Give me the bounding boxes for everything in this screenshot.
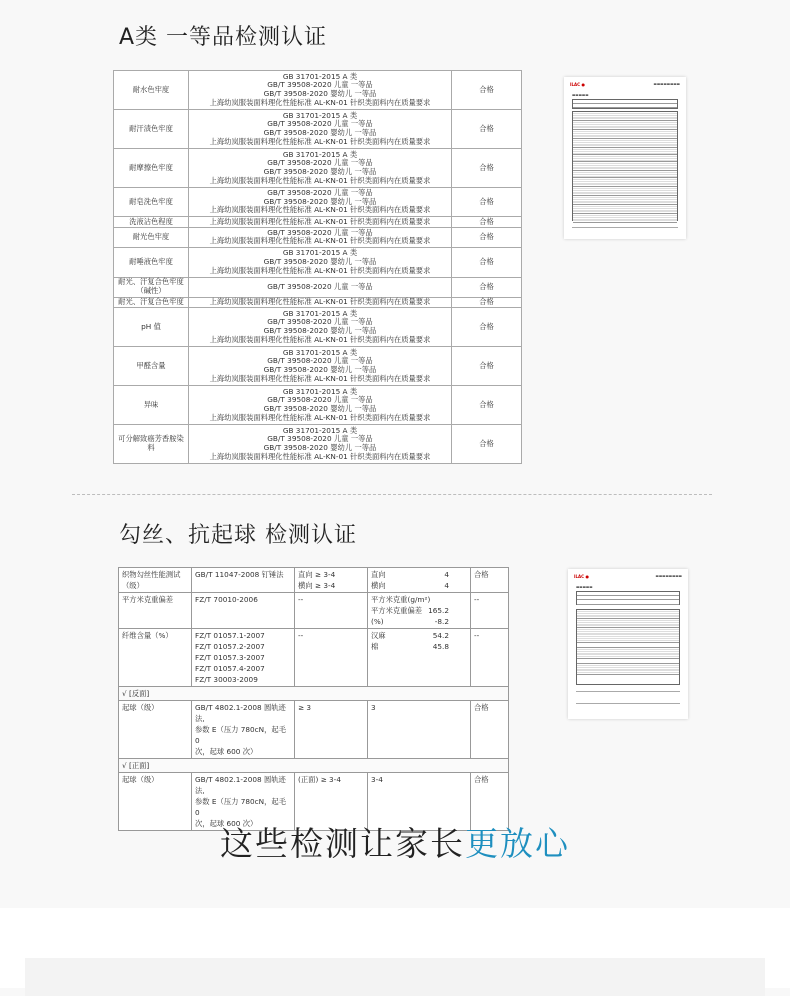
standard-line: GB/T 39508-2020 儿童 一等品	[267, 227, 373, 237]
standard-line: 次，起球 600 次）	[195, 747, 258, 756]
standard-line: GB/T 39508-2020 儿童 一等品	[267, 281, 373, 291]
standard-cell	[189, 248, 452, 278]
standard-line: 上海幼岚服装面料理化性能标准 AL-KN-01 针织类面料内在质量要求	[209, 216, 431, 226]
standard-cell	[189, 297, 452, 308]
standard-cell	[192, 568, 295, 593]
test-item-cell: 可分解致癌芳香胺染料	[114, 425, 189, 464]
standard-line: GB/T 39508-2020 婴幼儿 一等品	[263, 256, 377, 266]
result-cell: 合格	[452, 347, 522, 386]
table-row	[119, 759, 509, 773]
standard-line: 上海幼岚服装面料理化性能标准 AL-KN-01 针织类面料内在质量要求	[209, 97, 431, 107]
test-item-cell: 耐皂洗色牢度	[114, 187, 189, 217]
requirement-line: 直向 ≥ 3-4	[298, 570, 336, 579]
standard-line: 上海幼岚服装面料理化性能标准 AL-KN-01 针织类面料内在质量要求	[209, 451, 431, 461]
standard-line: GB 31701-2015 A 类	[282, 386, 358, 396]
table-row	[119, 701, 509, 759]
result-cell: 合格	[471, 568, 509, 593]
measured-line	[371, 569, 467, 580]
table-row	[114, 217, 522, 228]
standard-line: FZ/T 70010-2006	[195, 595, 258, 604]
test-item-cell: 耐唾液色牢度	[114, 248, 189, 278]
section-title-grade-a: A类 一等品检测认证	[119, 25, 328, 50]
test-item-cell: 甲醛含量	[114, 347, 189, 386]
standard-line: GB/T 39508-2020 婴幼儿 一等品	[263, 127, 377, 137]
standard-line: FZ/T 01057.3-2007	[195, 653, 265, 662]
standard-cell	[189, 425, 452, 464]
result-cell: 合格	[452, 277, 522, 297]
standard-cell	[189, 71, 452, 110]
standard-line: GB/T 39508-2020 婴幼儿 一等品	[263, 88, 377, 98]
standard-line: GB 31701-2015 A 类	[282, 149, 358, 159]
grade-a-test-table	[113, 70, 522, 464]
standard-line: GB 31701-2015 A 类	[282, 308, 358, 318]
section-divider	[72, 494, 712, 495]
result-cell: 合格	[452, 386, 522, 425]
measured-value: -8.2	[434, 617, 449, 626]
result-cell: 合格	[452, 425, 522, 464]
test-item-cell: 耐光、汗复合色牢度	[114, 297, 189, 308]
measured-value: 4	[444, 570, 449, 579]
measured-label: 棉	[371, 642, 379, 651]
requirement-line: --	[298, 595, 304, 604]
snag-pilling-test-table	[118, 567, 509, 831]
standard-cell	[189, 187, 452, 217]
standard-line: GB/T 39508-2020 儿童 一等品	[267, 119, 373, 129]
standard-cell	[192, 593, 295, 629]
requirement-cell	[295, 701, 368, 759]
standard-line: GB/T 39508-2020 婴幼儿 一等品	[263, 443, 377, 452]
standard-line: GB/T 39508-2020 婴幼儿 一等品	[263, 365, 377, 375]
report-header-grid	[576, 591, 680, 605]
table-row	[119, 568, 509, 593]
test-item-cell: 耐水色牢度	[114, 71, 189, 110]
footer-strip	[0, 908, 790, 988]
slogan-highlight: 更放心	[465, 824, 570, 863]
standard-line: 上海幼岚服装面料理化性能标准 AL-KN-01 针织类面料内在质量要求	[209, 175, 431, 185]
standard-line: GB 31701-2015 A 类	[282, 110, 358, 120]
standard-line: 次，起球 600 次）	[195, 819, 258, 828]
test-item-cell: 耐汗渍色牢度	[114, 109, 189, 148]
table-row	[114, 187, 522, 217]
standard-line: GB/T 39508-2020 婴幼儿 一等品	[263, 196, 377, 206]
test-item-cell: 起球（级）	[119, 773, 192, 831]
standard-line: GB/T 4802.1-2008 圆轨迹法,	[195, 703, 286, 723]
table-row	[114, 277, 522, 297]
measured-label: 汉麻	[371, 631, 386, 640]
standard-cell	[189, 347, 452, 386]
measured-line	[371, 580, 467, 591]
requirement-line: ≥ 3	[298, 703, 312, 712]
standard-cell	[189, 386, 452, 425]
standard-line: GB 31701-2015 A 类	[282, 347, 358, 357]
standard-line: GB/T 39508-2020 儿童 一等品	[267, 188, 373, 198]
standard-line: GB/T 39508-2020 儿童 一等品	[267, 317, 373, 327]
measured-value: 45.8	[432, 642, 449, 651]
result-cell: 合格	[452, 227, 522, 247]
test-item-cell: 耐摩擦色牢度	[114, 148, 189, 187]
report-footer-line	[576, 703, 680, 707]
measured-value: 4	[444, 581, 449, 590]
standard-line: GB 31701-2015 A 类	[282, 248, 358, 258]
measured-line	[371, 594, 467, 615]
report-body-grid	[576, 609, 680, 685]
measured-line	[371, 605, 467, 627]
requirement-cell	[295, 629, 368, 687]
test-item-cell: 平方米克重偏差	[119, 593, 192, 629]
measured-value: 165.2	[428, 606, 449, 615]
report-footer-line	[572, 227, 678, 231]
measured-label: 平方米克重(g/m²)	[371, 595, 431, 604]
result-cell: 合格	[452, 248, 522, 278]
standard-line: GB/T 39508-2020 婴幼儿 一等品	[263, 404, 377, 414]
report-org-header: ▬▬▬▬▬▬▬▬	[655, 574, 682, 578]
section-title-snag-pilling: 勾丝、抗起球 检测认证	[119, 523, 357, 548]
test-report-thumbnail-1	[564, 77, 686, 239]
standard-cell	[189, 277, 452, 297]
standard-line: 参数 E（压力 780cN，起毛 0	[195, 725, 287, 745]
standard-cell	[189, 227, 452, 247]
standard-line: GB/T 39508-2020 婴幼儿 一等品	[263, 326, 377, 336]
report-footer-line	[576, 691, 680, 695]
standard-line: 参数 E（压力 780cN，起毛 0	[195, 797, 287, 817]
requirement-line: (正面) ≥ 3-4	[298, 775, 341, 784]
requirement-cell	[295, 593, 368, 629]
result-cell: 合格	[452, 71, 522, 110]
standard-line: 上海幼岚服装面料理化性能标准 AL-KN-01 针织类面料内在质量要求	[209, 412, 431, 422]
report-org-header: ▬▬▬▬▬▬▬▬	[653, 82, 680, 86]
table-row	[114, 386, 522, 425]
measured-value: 54.2	[432, 631, 449, 640]
measured-cell	[368, 629, 471, 687]
standard-line: GB/T 39508-2020 婴幼儿 一等品	[263, 166, 377, 176]
result-cell: 合格	[452, 109, 522, 148]
standard-line: GB 31701-2015 A 类	[282, 71, 358, 81]
result-cell: 合格	[452, 297, 522, 308]
measured-line	[371, 641, 467, 652]
table-row	[114, 109, 522, 148]
result-cell: --	[471, 629, 509, 687]
standard-line: 上海幼岚服装面料理化性能标准 AL-KN-01 针织类面料内在质量要求	[209, 334, 431, 344]
report-body-grid	[572, 111, 678, 221]
test-item-cell: 耐光色牢度	[114, 227, 189, 247]
report-title-bar: ▬▬▬▬▬	[572, 93, 589, 97]
standard-cell	[192, 701, 295, 759]
table-row	[114, 71, 522, 110]
result-cell: 合格	[471, 773, 509, 831]
standard-cell	[189, 109, 452, 148]
report-header-grid	[572, 99, 678, 109]
table-row	[114, 227, 522, 247]
test-item-cell: 起球（级）	[119, 701, 192, 759]
report-logo-icon: ILAC ●	[574, 574, 589, 579]
footer-next-panel	[25, 958, 765, 996]
standard-line: 上海幼岚服装面料理化性能标准 AL-KN-01 针织类面料内在质量要求	[209, 265, 431, 275]
standard-line: FZ/T 01057.2-2007	[195, 642, 265, 651]
measured-label: 直向	[371, 570, 386, 579]
standard-line: FZ/T 01057.1-2007	[195, 631, 265, 640]
requirement-line: --	[298, 631, 304, 640]
standard-line: GB/T 39508-2020 儿童 一等品	[267, 356, 373, 366]
standard-line: 上海幼岚服装面料理化性能标准 AL-KN-01 针织类面料内在质量要求	[209, 373, 431, 383]
table-row	[114, 248, 522, 278]
requirement-cell	[295, 568, 368, 593]
table-row	[114, 425, 522, 464]
measured-cell	[368, 593, 471, 629]
table-row	[114, 297, 522, 308]
measured-line	[371, 630, 467, 641]
test-item-cell: pH 值	[114, 308, 189, 347]
result-cell: 合格	[471, 701, 509, 759]
table-row	[114, 148, 522, 187]
standard-line: GB/T 39508-2020 儿童 一等品	[267, 434, 373, 444]
test-item-cell: 异味	[114, 386, 189, 425]
slogan-main: 这些检测让家长	[220, 824, 465, 863]
table-row	[119, 593, 509, 629]
report-logo-icon: ILAC ●	[570, 82, 585, 87]
result-cell: 合格	[452, 308, 522, 347]
standard-line: GB/T 39508-2020 儿童 一等品	[267, 395, 373, 405]
result-cell: 合格	[452, 148, 522, 187]
standard-line: GB/T 11047-2008 钉锤法	[195, 570, 284, 579]
standard-cell	[192, 629, 295, 687]
standard-line: 上海幼岚服装面料理化性能标准 AL-KN-01 针织类面料内在质量要求	[209, 205, 431, 215]
table-section-label: √ [反面]	[119, 687, 509, 701]
measured-cell	[368, 701, 471, 759]
test-item-cell: 织物勾丝性能测试（级）	[119, 568, 192, 593]
standard-line: FZ/T 30003-2009	[195, 675, 258, 684]
standard-line: GB/T 4802.1-2008 圆轨迹法,	[195, 775, 286, 795]
standard-line: GB/T 39508-2020 儿童 一等品	[267, 80, 373, 90]
standard-line: 上海幼岚服装面料理化性能标准 AL-KN-01 针织类面料内在质量要求	[209, 236, 431, 246]
standard-cell	[189, 148, 452, 187]
table-row	[119, 629, 509, 687]
measured-label: 横向	[371, 581, 386, 590]
table-row	[114, 308, 522, 347]
standard-cell	[189, 308, 452, 347]
measured-cell	[368, 568, 471, 593]
measured-label: 平方米克重偏差(%)	[371, 606, 423, 626]
table-row	[119, 687, 509, 701]
table-section-label: √ [正面]	[119, 759, 509, 773]
slogan	[0, 818, 790, 865]
result-cell: 合格	[452, 217, 522, 228]
measured-label: 3-4	[371, 775, 383, 784]
result-cell: 合格	[452, 187, 522, 217]
test-item-cell: 纤维含量（%）	[119, 629, 192, 687]
result-cell: --	[471, 593, 509, 629]
table-row	[114, 347, 522, 386]
test-item-cell: 洗液沾色程度	[114, 217, 189, 228]
standard-line: GB/T 39508-2020 儿童 一等品	[267, 158, 373, 168]
test-report-thumbnail-2	[568, 569, 688, 719]
standard-line: 上海幼岚服装面料理化性能标准 AL-KN-01 针织类面料内在质量要求	[209, 297, 431, 307]
measured-line	[371, 702, 467, 713]
measured-label: 3	[371, 703, 376, 712]
test-item-cell: 耐光、汗复合色牢度（碱性）	[114, 277, 189, 297]
report-title-bar: ▬▬▬▬▬	[576, 585, 593, 589]
measured-line	[371, 774, 467, 785]
standard-line: GB 31701-2015 A 类	[282, 425, 358, 435]
requirement-line: 横向 ≥ 3-4	[298, 581, 336, 590]
standard-cell	[189, 217, 452, 228]
standard-line: 上海幼岚服装面料理化性能标准 AL-KN-01 针织类面料内在质量要求	[209, 136, 431, 146]
standard-line: FZ/T 01057.4-2007	[195, 664, 265, 673]
